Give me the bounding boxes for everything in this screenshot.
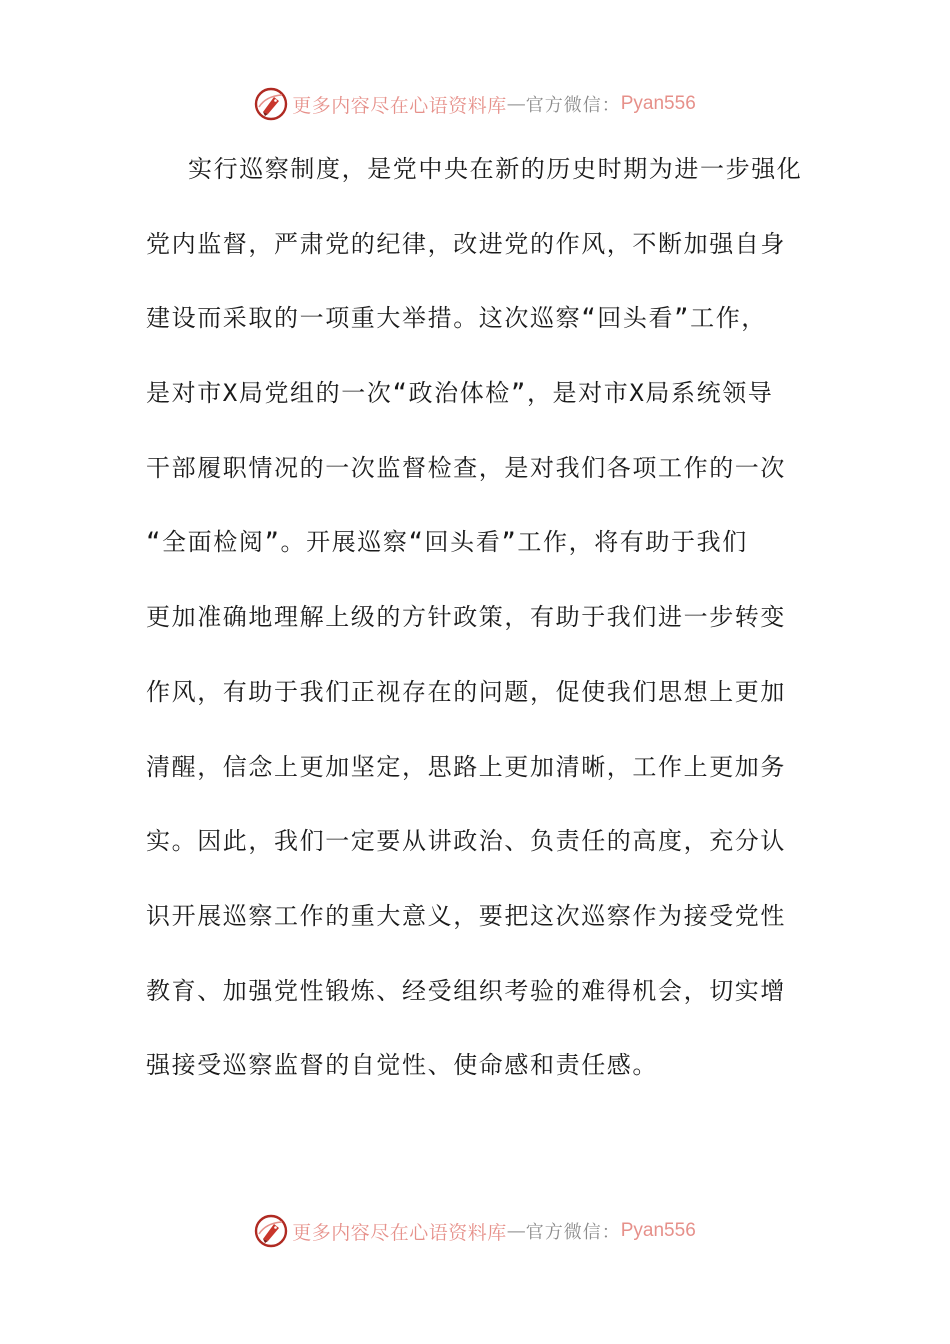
- banner-promo-text: 更多内容尽在心语资料库: [292, 1221, 507, 1244]
- banner-dash: —: [506, 93, 526, 115]
- paragraph-line: 建设而采取的一项重大举措。这次巡察“回头看”工作，: [146, 304, 767, 333]
- banner-wechat-label: 官方微信：: [525, 95, 621, 116]
- paragraph-line: 清醒，信念上更加坚定，思路上更加清晰，工作上更加务: [146, 752, 786, 781]
- paragraph-line: 教育、加强党性锻炼、经受组织考验的难得机会，切实增: [146, 976, 786, 1005]
- banner-promo-text: 更多内容尽在心语资料库: [292, 94, 507, 117]
- paragraph-line: 更加准确地理解上级的方针政策，有助于我们进一步转变: [146, 603, 786, 632]
- pen-nib-logo-icon: [254, 87, 288, 121]
- paragraph-line: 实。因此，我们一定要从讲政治、负责任的高度，充分认: [146, 827, 786, 856]
- banner-wechat-account: Pyan556: [620, 93, 696, 114]
- paragraph-line: 强接受巡察监督的自觉性、使命感和责任感。: [146, 1051, 658, 1080]
- banner-wechat-account: Pyan556: [620, 1220, 696, 1241]
- header-banner: [0, 84, 950, 124]
- paragraph-line: 干部履职情况的一次监督检查，是对我们各项工作的一次: [146, 453, 786, 482]
- footer-banner: [0, 1211, 950, 1251]
- banner-wechat-label: 官方微信：: [525, 1222, 621, 1243]
- pen-nib-logo-icon: [254, 1214, 288, 1248]
- paragraph-line: 是对市X局党组的一次“政治体检”，是对市X局系统领导: [146, 379, 774, 408]
- paragraph-line: 党内监督，严肃党的纪律，改进党的作风，不断加强自身: [146, 229, 786, 258]
- paragraph-line: 识开展巡察工作的重大意义，要把这次巡察作为接受党性: [146, 901, 786, 930]
- paragraph-line: 作风，有助于我们正视存在的问题，促使我们思想上更加: [146, 677, 786, 706]
- paragraph-line: “全面检阅”。开展巡察“回头看”工作，将有助于我们: [146, 528, 748, 557]
- paragraph-line: 实行巡察制度，是党中央在新的历史时期为进一步强化: [188, 155, 803, 183]
- banner-dash: —: [506, 1220, 526, 1242]
- body-paragraph: [146, 132, 806, 1103]
